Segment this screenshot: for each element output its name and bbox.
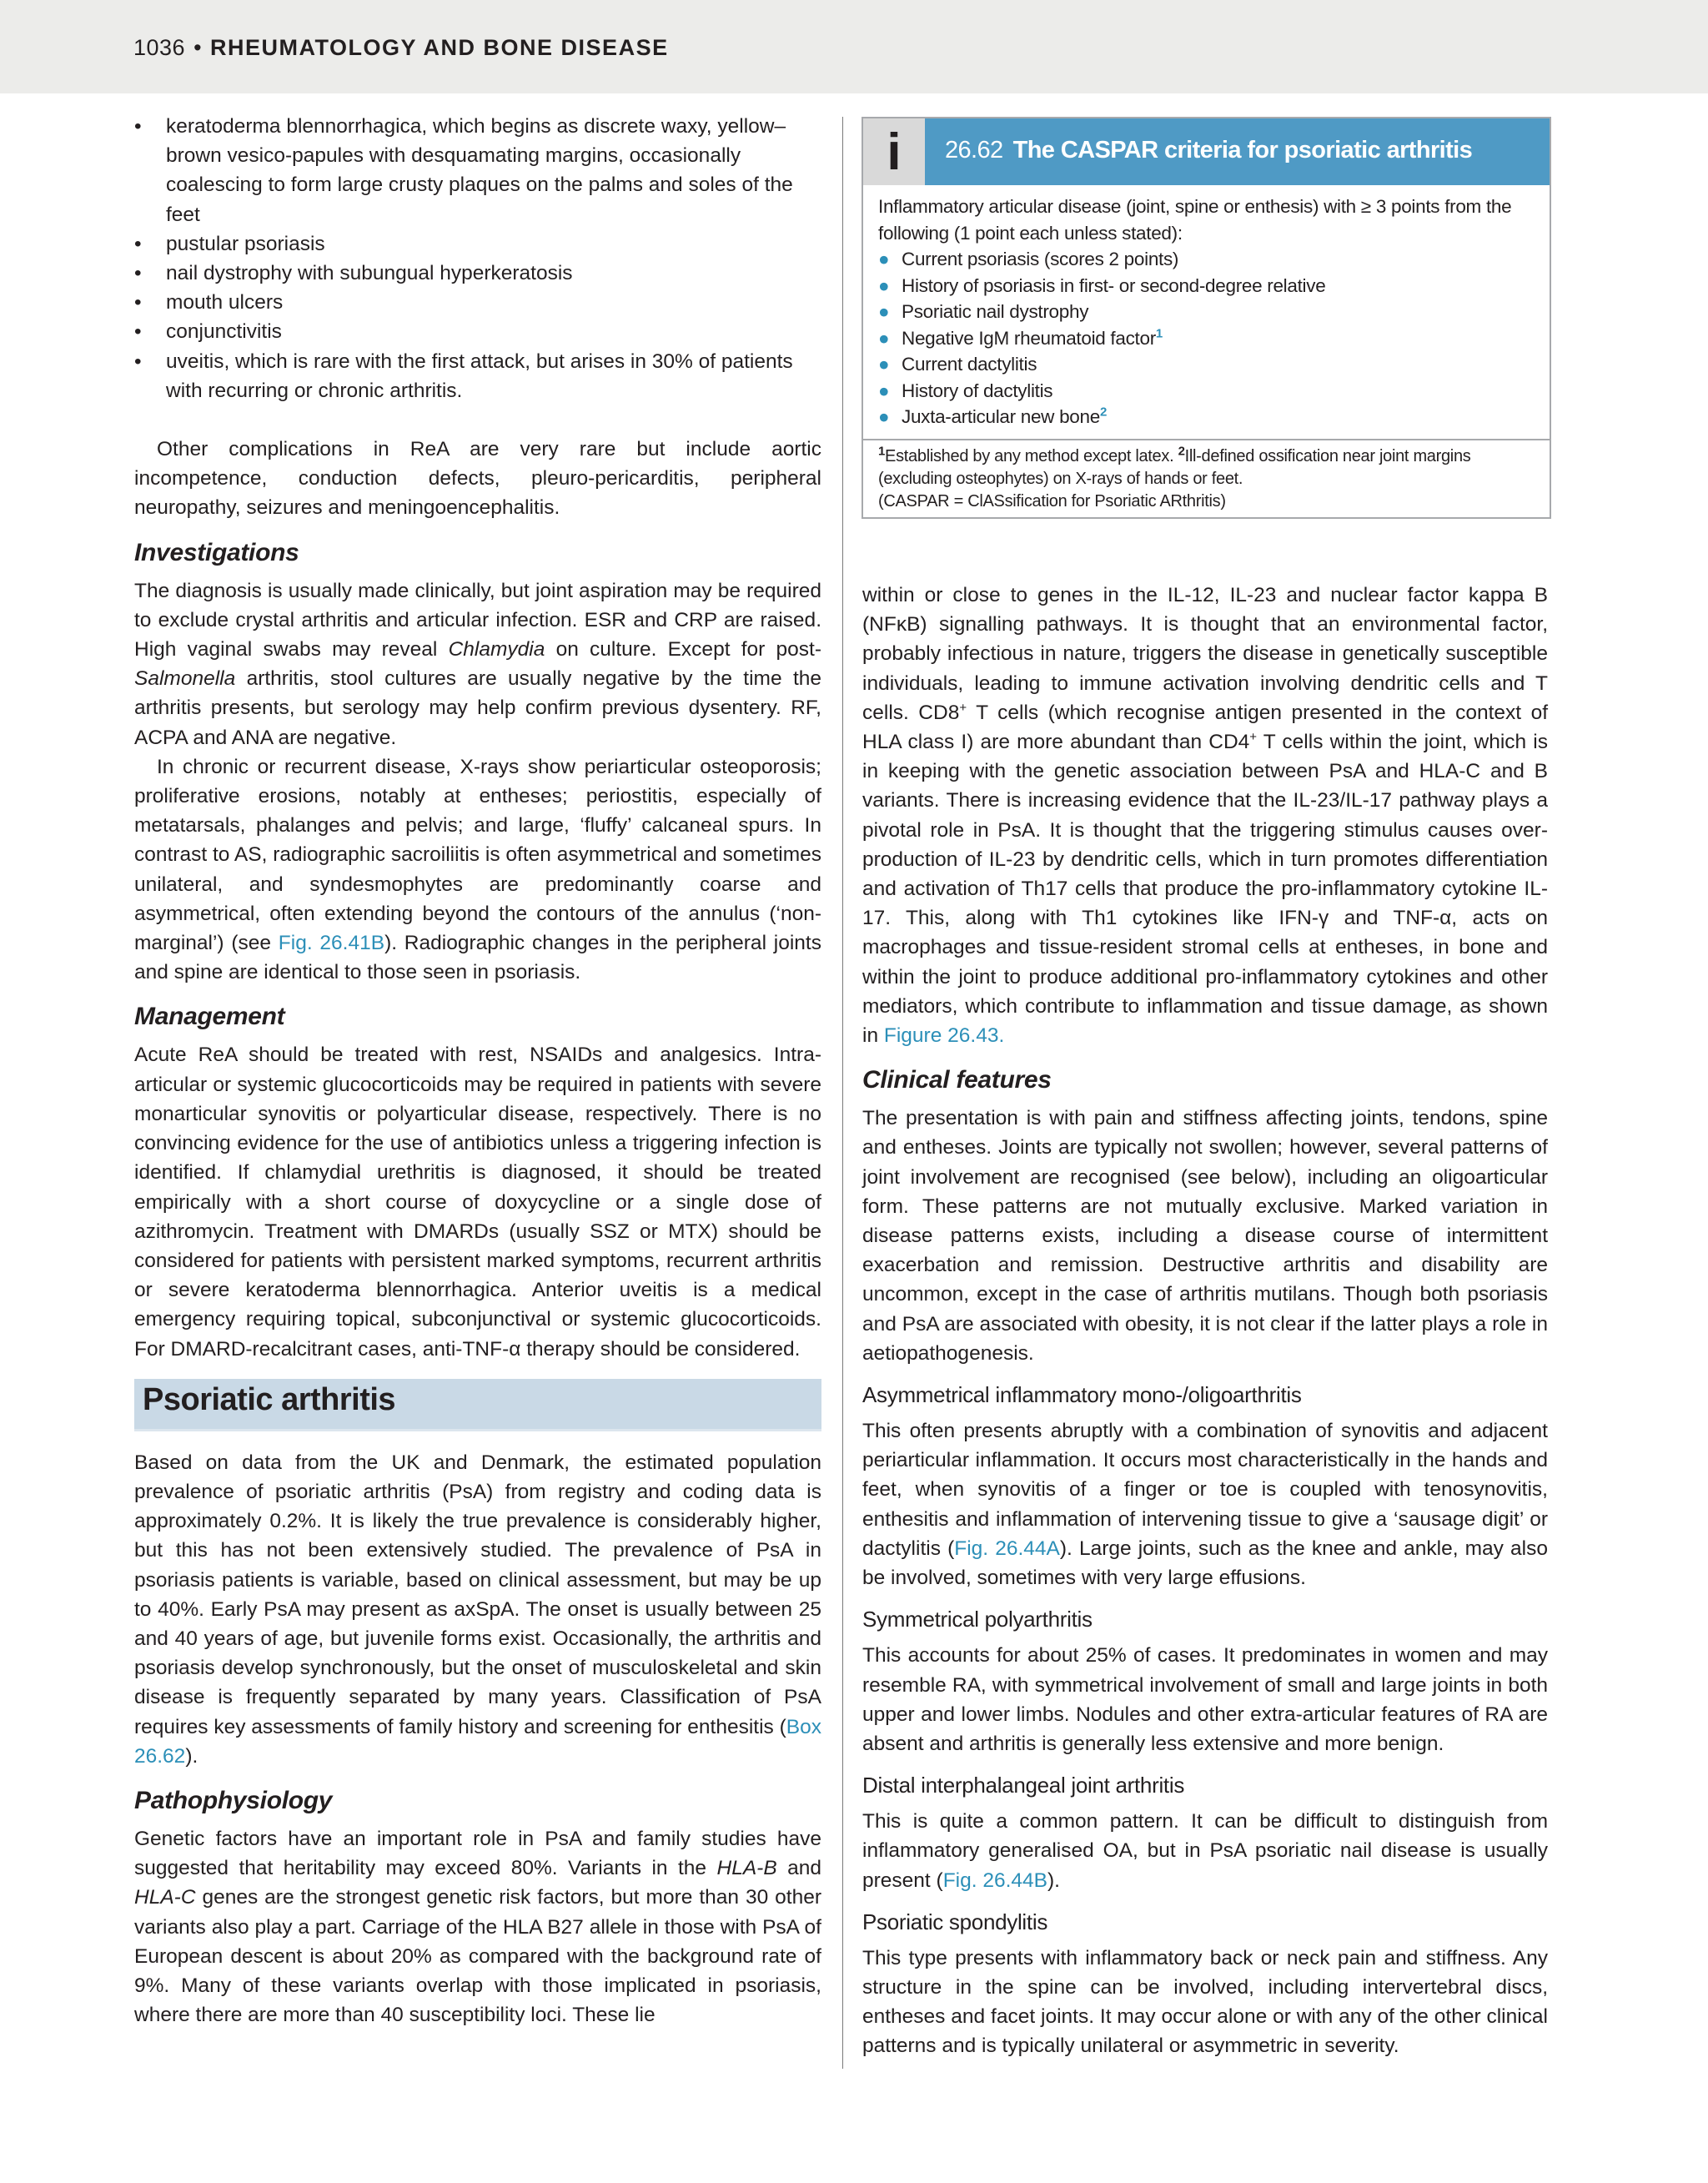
reactive-arthritis-features-list [134, 112, 821, 405]
fig-26-44a-link[interactable]: Fig. 26.44A [954, 1537, 1060, 1560]
box-26-62-link[interactable]: Box 26.62 [134, 1715, 821, 1768]
pathophysiology-continued-paragraph: within or close to genes in the IL-12, IL-23 and nuclear factor kappa B (NFκB) signalling pathways. It is thought that an environmental factor, probably infectious in nature, triggers the disease in genetically susceptible individuals, leading to immune activation involving dendritic cells and T cells. CD8+ T cells (which recognise antigen presented in the context of HLA class I) are more abundant than CD4+ T cells within the joint, which is in keeping with the genetic association between PsA and HLA-C and B variants. There is increasing evidence that the IL-23/IL-17 pathway plays a pivotal role in PsA. It is thought that the triggering stimulus causes over-production of IL-23 by dendritic cells, which in turn promotes differentiation and activation of Th17 cells that produce the pro-inflammatory cytokine IL-17. This, along with Th1 cytokines like IFN-γ and TNF-α, acts on macrophages and tissue-resident stromal cells at entheses, in bone and within the joint to produce additional pro-inflammatory cytokines and other mediators, which contribute to inflammation and tissue damage, as shown in Figure 26.43. [862, 584, 1548, 1048]
column-divider [842, 117, 843, 2069]
dip-paragraph: This is quite a common pattern. It can be difficult to distinguish from inflammatory generalised OA, but in PsA psoriatic nail disease is usually present (Fig. 26.44B). [862, 1810, 1548, 1892]
clinical-features-heading: Clinical features [862, 1066, 1052, 1094]
management-heading: Management [134, 1003, 285, 1031]
page-number: 1036 [133, 35, 186, 60]
box-header [863, 118, 1550, 185]
spondylitis-heading: Psoriatic spondylitis [862, 1909, 1048, 1934]
criteria-item: ● Current dactylitis [878, 354, 1037, 375]
psoriatic-arthritis-heading: Psoriatic arthritis [143, 1381, 396, 1417]
left-column [134, 112, 821, 2030]
spondylitis-paragraph: This type presents with inflammatory back or neck pain and stiffness. Any structure in the spine can be involved, including intervertebral discs, entheses and facet joints. It may occur alone or with any of the other clinical patterns and is typically unilateral or asymmetric in severity. [862, 1946, 1548, 2058]
chapter-title: RHEUMATOLOGY AND BONE DISEASE [210, 35, 669, 60]
criteria-item: ● Psoriatic nail dystrophy [878, 301, 1089, 322]
list-item: • nail dystrophy with subungual hyperkeratosis [134, 262, 573, 285]
complications-paragraph: Other complications in ReA are very rare but include aortic incompetence, conduction defects, pleuro-pericarditis, peripheral neuropathy, seizures and meningoencephalitis. [134, 438, 821, 520]
psa-prevalence-paragraph: Based on data from the UK and Denmark, the estimated population prevalence of psoriatic arthritis (PsA) from registry and coding data is approximately 0.2%. It is likely the true prevalence is considerably higher, but this has not been extensively studied. The prevalence of PsA in psoriasis patients is variable, based on clinical assessment, but may be up to 40%. Early PsA may present as axSpA. The onset is usually between 25 and 40 years of age, but juvenile forms exist. Occasionally, the arthritis and psoriasis develop synchronously, but the onset of musculoskeletal and skin disease is frequently separated by many years. Classification of PsA requires key assessments of family history and screening for enthesitis (Box 26.62). [134, 1451, 821, 1768]
fig-26-41b-link[interactable]: Fig. 26.41B [278, 932, 385, 955]
info-icon: i [863, 118, 925, 185]
criteria-item: ● Negative IgM rheumatoid factor$^1$ [878, 326, 1163, 349]
caspar-criteria-box [862, 117, 1551, 519]
criteria-item: ● Juxta-articular new bone$^2$ [878, 405, 1107, 427]
box-body [878, 194, 1537, 430]
investigations-paragraph-2: In chronic or recurrent disease, X-rays show periarticular osteoporosis; proliferative erosions, notably at entheses; periostitis, especially of metatarsals, phalanges and pelvis; and large, ‘fluffy’ calcaneal spurs. In contrast to AS, radiographic sacroiliitis is often asymmetrical and sometimes unilateral, and syndesmophytes are predominantly coarse and asymmetrical, often extending beyond the contours of the annulus (‘non-marginal’) (see Fig. 26.41B). Radiographic changes in the peripheral joints and spine are identical to those seen in psoriasis. [134, 755, 821, 984]
box-number: 26.62 [945, 137, 1003, 163]
pathophysiology-heading: Pathophysiology [134, 1786, 333, 1814]
box-title [945, 137, 1472, 164]
box-title-text: The CASPAR criteria for psoriatic arthritis [1012, 137, 1473, 163]
dip-heading: Distal interphalangeal joint arthritis [862, 1773, 1185, 1798]
asymmetrical-paragraph: This often presents abruptly with a combination of synovitis and adjacent periarticular inflammation. It occurs most characteristically in the hands and feet, when synovitis of a finger or toe is coupled with tenosynovitis, enthesitis and inflammation of intervening tissue to give a ‘sausage digit’ or dactylitis (Fig. 26.44A). Large joints, such as the knee and ankle, may also be involved, sometimes with very large effusions. [862, 1420, 1548, 1590]
list-item: • conjunctivitis [134, 320, 282, 344]
list-item: • pustular psoriasis [134, 232, 325, 255]
symmetrical-heading: Symmetrical polyarthritis [862, 1607, 1093, 1632]
criteria-item: ● History of psoriasis in first- or second-degree relative [878, 274, 1326, 296]
box-footnote: $^1$Established by any method except latex. $^2$Ill-defined ossification near joint margins (excluding osteophytes) on X-rays of hands or feet. (CASPAR = ClASsification for Psoriatic ARthritis) [878, 444, 1471, 511]
criteria-item: ● Current psoriasis (scores 2 points) [878, 249, 1179, 269]
right-column [862, 581, 1548, 2061]
header-bullet: • [193, 35, 203, 60]
running-header [0, 0, 1708, 93]
figure-26-43-link[interactable]: Figure 26.43. [883, 1024, 1005, 1048]
caspar-criteria-list [878, 246, 1537, 430]
pathophysiology-paragraph: Genetic factors have an important role in PsA and family studies have suggested that heritability may exceed 80%. Variants in the HLA-B and HLA-C genes are the strongest genetic risk factors, but more than 30 other variants also play a part. Carriage of the HLA B27 allele in those with PsA of European descent is about 20% as compared with the background rate of 9%. Many of these variants overlap with those implicated in psoriasis, where there are more than 40 susceptibility loci. These lie [134, 1827, 821, 2027]
header-text [133, 35, 669, 61]
asymmetrical-heading: Asymmetrical inflammatory mono-/oligoarthritis [862, 1382, 1302, 1408]
psoriatic-arthritis-section-band [134, 1379, 821, 1431]
box-divider [863, 439, 1550, 440]
investigations-paragraph-1: The diagnosis is usually made clinically, but joint aspiration may be required to exclude crystal arthritis and articular infection. ESR and CRP are raised. High vaginal swabs may reveal Chlamydia on culture. Except for post-Salmonella arthritis, stool cultures are usually negative by the time the arthritis presents, but serology may help confirm previous dysentery. RF, ACPA and ANA are negative. [134, 579, 821, 749]
symmetrical-paragraph: This accounts for about 25% of cases. It predominates in women and may resemble RA, with symmetrical involvement of small and large joints in both upper and lower limbs. Nodules and other extra-articular features of RA are absent and arthritis is generally less extensive and more benign. [862, 1644, 1548, 1755]
list-item: • mouth ulcers [134, 291, 284, 314]
box-intro: Inflammatory articular disease (joint, spine or enthesis) with ≥ 3 points from the following (1 point each unless stated): [878, 196, 1512, 244]
list-item: • uveitis, which is rare with the first attack, but arises in 30% of patients with recurring or chronic arthritis. [134, 350, 793, 402]
criteria-item: ● History of dactylitis [878, 380, 1053, 401]
list-item: • keratoderma blennorrhagica, which begins as discrete waxy, yellow–brown vesico-papules with desquamating margins, occasionally coalescing to form large crusty plaques on the palms and soles of the feet [134, 115, 793, 226]
management-paragraph: Acute ReA should be treated with rest, NSAIDs and analgesics. Intra-articular or systemic glucocorticoids may be required in patients with severe monarticular synovitis or polyarticular disease, respectively. There is no convincing evidence for the use of antibiotics unless a triggering infection is identified. If chlamydial urethritis is diagnosed, it should be treated empirically with a short course of doxycycline or a single dose of azithromycin. Treatment with DMARDs (usually SSZ or MTX) should be considered for patients with persistent marked symptoms, recurrent arthritis or severe keratoderma blennorrhagica. Anterior uveitis is a medical emergency requiring topical, subconjunctival or systemic glucocorticoids. For DMARD-recalcitrant cases, anti-TNF-α therapy should be considered. [134, 1044, 821, 1361]
investigations-heading: Investigations [134, 538, 299, 566]
fig-26-44b-link[interactable]: Fig. 26.44B [942, 1869, 1047, 1892]
clinical-features-paragraph: The presentation is with pain and stiffness affecting joints, tendons, spine and entheses. Joints are typically not swollen; however, several patterns of joint involvement are recognised (see below), including an oligoarticular form. These patterns are not mutually exclusive. Marked variation in disease patterns exists, including a disease course of intermittent exacerbation and remission. Destructive arthritis and disability are uncommon, except in the case of arthritis mutilans. Though both psoriasis and PsA are associated with obesity, it is not clear if the latter plays a role in aetiopathogenesis. [862, 1107, 1548, 1365]
